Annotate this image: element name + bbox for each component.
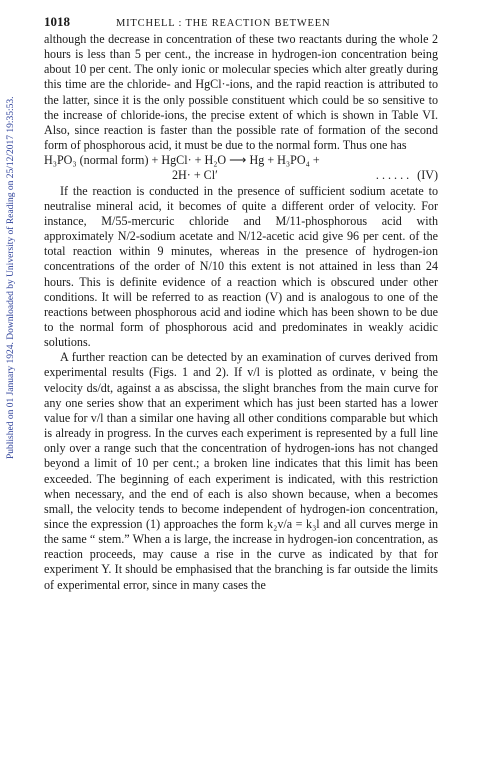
body-text (44, 32, 438, 593)
equation-label: (IV) (417, 168, 438, 183)
paragraph-3: A further reaction can be detected by an examination of curves derived from experimental results (Figs. 1 and 2). If v/l is plotted as ordinate, v being the velocity ds/dt, against a as abscissa, the slight branches from the main curve for any one series show that an experiment which has just been started has a lower value for v/l than a similar one having all other conditions comparable but which is already in progress. In the curves each experiment is represented by a full line only over a range such that the concentration of hydrogen-ions has not changed beyond a limit of 10 per cent.; a broken line indicates that this limit has been exceeded. The beginning of each experiment is indicated, with this restriction when necessary, and the end of each is also shown because, when a becomes small, the velocity tends to become independent of hydrogen-ion concentration, since the expression (1) approaches the form k₂v/a = k₃l and all curves merge in the same “ stem.” When a is large, the increase in hydrogen-ion concentration, as reaction proceeds, may cause a rise in the curve as indicated by that for experiment Y. It should be emphasised that the branching is far outside the limits of experimental error, since in many cases the (44, 350, 438, 592)
equation-iv (44, 153, 438, 183)
download-notice: Published on 01 January 1924. Downloaded by University of Reading on 25/12/2017 19:35:53. (6, 96, 16, 459)
equation-dots: . . . . . . (375, 168, 410, 183)
download-notice-sidebar (0, 0, 22, 768)
running-title: MITCHELL : THE REACTION BETWEEN (116, 18, 331, 29)
page-header (44, 14, 438, 32)
journal-page (44, 14, 438, 593)
equation-line-2: 2H· + Cl′ (172, 168, 218, 183)
equation-line-1: H₃PO₃ (normal form) + HgCl· + H₂O ⟶ Hg + H₃PO₄ + (44, 153, 320, 168)
paragraph-1: although the decrease in concentration of these two reactants during the whole 2 hours is less than 5 per cent., the increase in hydrogen-ion concentration being about 10 per cent. The only ionic or molecular species which alter greatly during this time are the chloride- and HgCl·-ions, and the rapid reaction is attributed to the latter, since it is the only possible constituent which could be so sensitive to the increase of chloride-ions, the precise extent of which is shown in Table VI. Also, since reaction is faster than the possible rate of formation of the second form of phosphorous acid, it must be due to the normal form. Thus one has (44, 32, 438, 153)
paragraph-2: If the reaction is conducted in the presence of sufficient sodium acetate to neutralise mineral acid, it becomes of quite a different order of velocity. For instance, M/55-mercuric chloride and M/11-phosphorous acid with approximately N/2-sodium acetate and N/12-acetic acid give 96 per cent. of the total reaction within 9 minutes, whereas in the presence of hydrogen-ion concentrations of the order of N/10 this extent is not attained in less than 24 hours. This is definite evidence of a reaction which is obscured under other conditions. It will be referred to as reaction (V) and is analogous to one of the reactions between phosphorous acid and iodine which has been shown to be due to the normal form of phosphorous acid and predominates in weakly acidic solutions. (44, 183, 438, 350)
page-number: 1018 (44, 14, 70, 29)
